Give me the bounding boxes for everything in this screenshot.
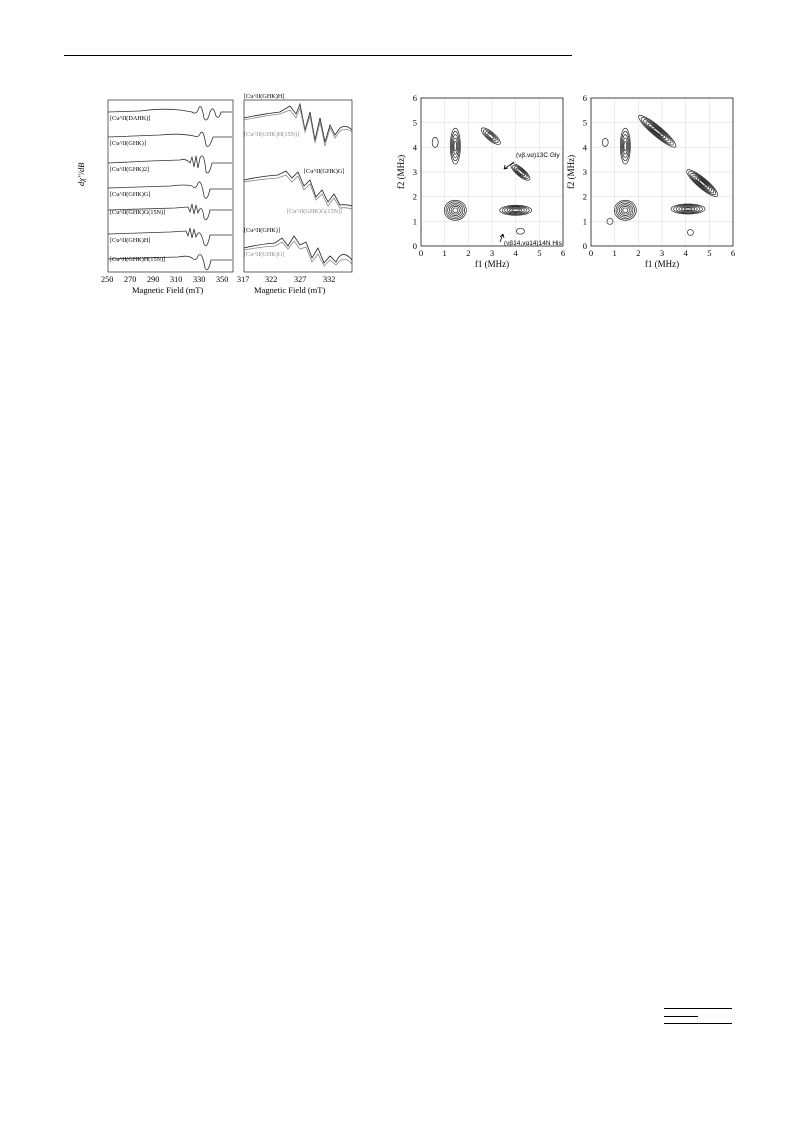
epr-right-label-3b: [Cu^II(GHK)G] [244,251,285,258]
epr-left-label-2: [Cu^II(GHK)] [110,140,146,147]
epr-left-tick: 350 [216,275,229,284]
y-tick-label: 4 [412,142,417,153]
epr-left-tick: 290 [147,275,160,284]
y-tick-label: 2 [582,191,587,202]
grid-lines [421,98,563,246]
footnote-rule-1 [664,1008,732,1009]
y-tick-label: 3 [412,167,417,177]
hyscore-plot-2 [566,92,736,277]
epr-ylabel: dχ''/dB [76,162,86,186]
x-tick-label: 3 [489,248,495,258]
y-axis-label: f2 (MHz) [396,154,406,190]
epr-pair-1-b [244,108,352,146]
contour-peak [450,128,460,164]
epr-left-label-1: [Cu^II(DAHK)] [110,115,151,122]
contour-peak [479,125,503,147]
epr-left-label-4: [Cu^II(GHK)G] [110,191,151,198]
hyscore-annotation-gly: (νβ,να)13C Gly [516,152,560,159]
y-axis-label: f2 (MHz) [566,154,576,190]
epr-left-label-3: [Cu^II(GHK)2] [110,166,149,173]
epr-left-label-7: [Cu^II(GHK)H(15N)] [110,256,166,263]
y-tick-label: 5 [412,117,417,128]
x-tick-label: 5 [707,248,712,258]
x-tick-label: 6 [560,248,566,258]
x-tick-label: 2 [636,248,641,258]
contour-peak [444,200,466,220]
epr-right-label-3a: [Cu^II(GHK)] [244,227,280,234]
epr-left-tick: 270 [124,275,137,284]
y-tick-label: 0 [412,241,417,251]
contour-peak [687,229,693,235]
contour-peak [602,138,608,146]
epr-left-xlabel: Magnetic Field (mT) [132,285,204,295]
epr-right-label-2a: [Cu^II(GHK)G] [304,168,345,175]
y-tick-label: 6 [412,93,417,103]
epr-left-label-6: [Cu^II(GHK)H] [110,237,151,244]
x-tick-label: 1 [442,248,447,258]
x-tick-label: 4 [683,248,688,258]
contour-peak [671,204,705,214]
epr-right-xlabel: Magnetic Field (mT) [254,285,326,295]
epr-left-label-5: [Cu^II(GHK)G(15N)] [110,209,166,216]
y-tick-label: 6 [582,93,587,103]
epr-right-label-2b: [Cu^II(GHK)G(15N)] [287,208,343,215]
epr-right-tick: 322 [265,275,278,284]
contour-peak [614,200,636,220]
epr-left-tick: 250 [101,275,114,284]
hyscore-plot-1 [396,92,566,277]
contour-peak [684,166,721,199]
contour-peak [516,228,524,234]
x-tick-label: 0 [588,248,594,258]
y-tick-label: 3 [582,167,587,177]
x-tick-label: 3 [659,248,665,258]
epr-right-tick: 327 [294,275,307,284]
x-tick-label: 6 [730,248,736,258]
x-axis-label: f1 (MHz) [644,259,680,269]
y-tick-label: 0 [582,241,587,251]
footnote-rule-2 [664,1016,698,1017]
epr-left-tick: 310 [170,275,183,284]
annotation-arrow-gly [504,162,514,169]
y-tick-label: 4 [582,142,587,153]
epr-right-tick: 332 [323,275,336,284]
footnote-rule-3 [664,1023,732,1024]
epr-pair-2-b [244,175,352,209]
epr-right-label-1a: [Cu^II(GHK)H] [244,93,285,100]
epr-left-tick: 330 [193,275,206,284]
y-tick-label: 1 [582,216,587,227]
x-axis-label: f1 (MHz) [474,259,510,269]
x-tick-label: 2 [466,248,471,258]
grid-lines [591,98,733,246]
y-tick-label: 1 [412,216,417,227]
y-tick-label: 2 [412,191,417,202]
hyscore-annotation-his: (νβ14,να14)14N His [504,240,562,247]
x-tick-label: 4 [513,248,518,258]
x-tick-label: 0 [418,248,424,258]
epr-pair-3-a [244,236,352,263]
contour-peak [432,137,438,147]
epr-right-tick: 317 [237,275,250,284]
x-tick-label: 1 [612,248,617,258]
contour-peak [620,128,630,164]
x-tick-label: 5 [537,248,542,258]
epr-right-label-1b: [Cu^II(GHK)H(15N)] [244,131,300,138]
y-tick-label: 5 [582,117,587,128]
contour-peak [636,112,679,151]
